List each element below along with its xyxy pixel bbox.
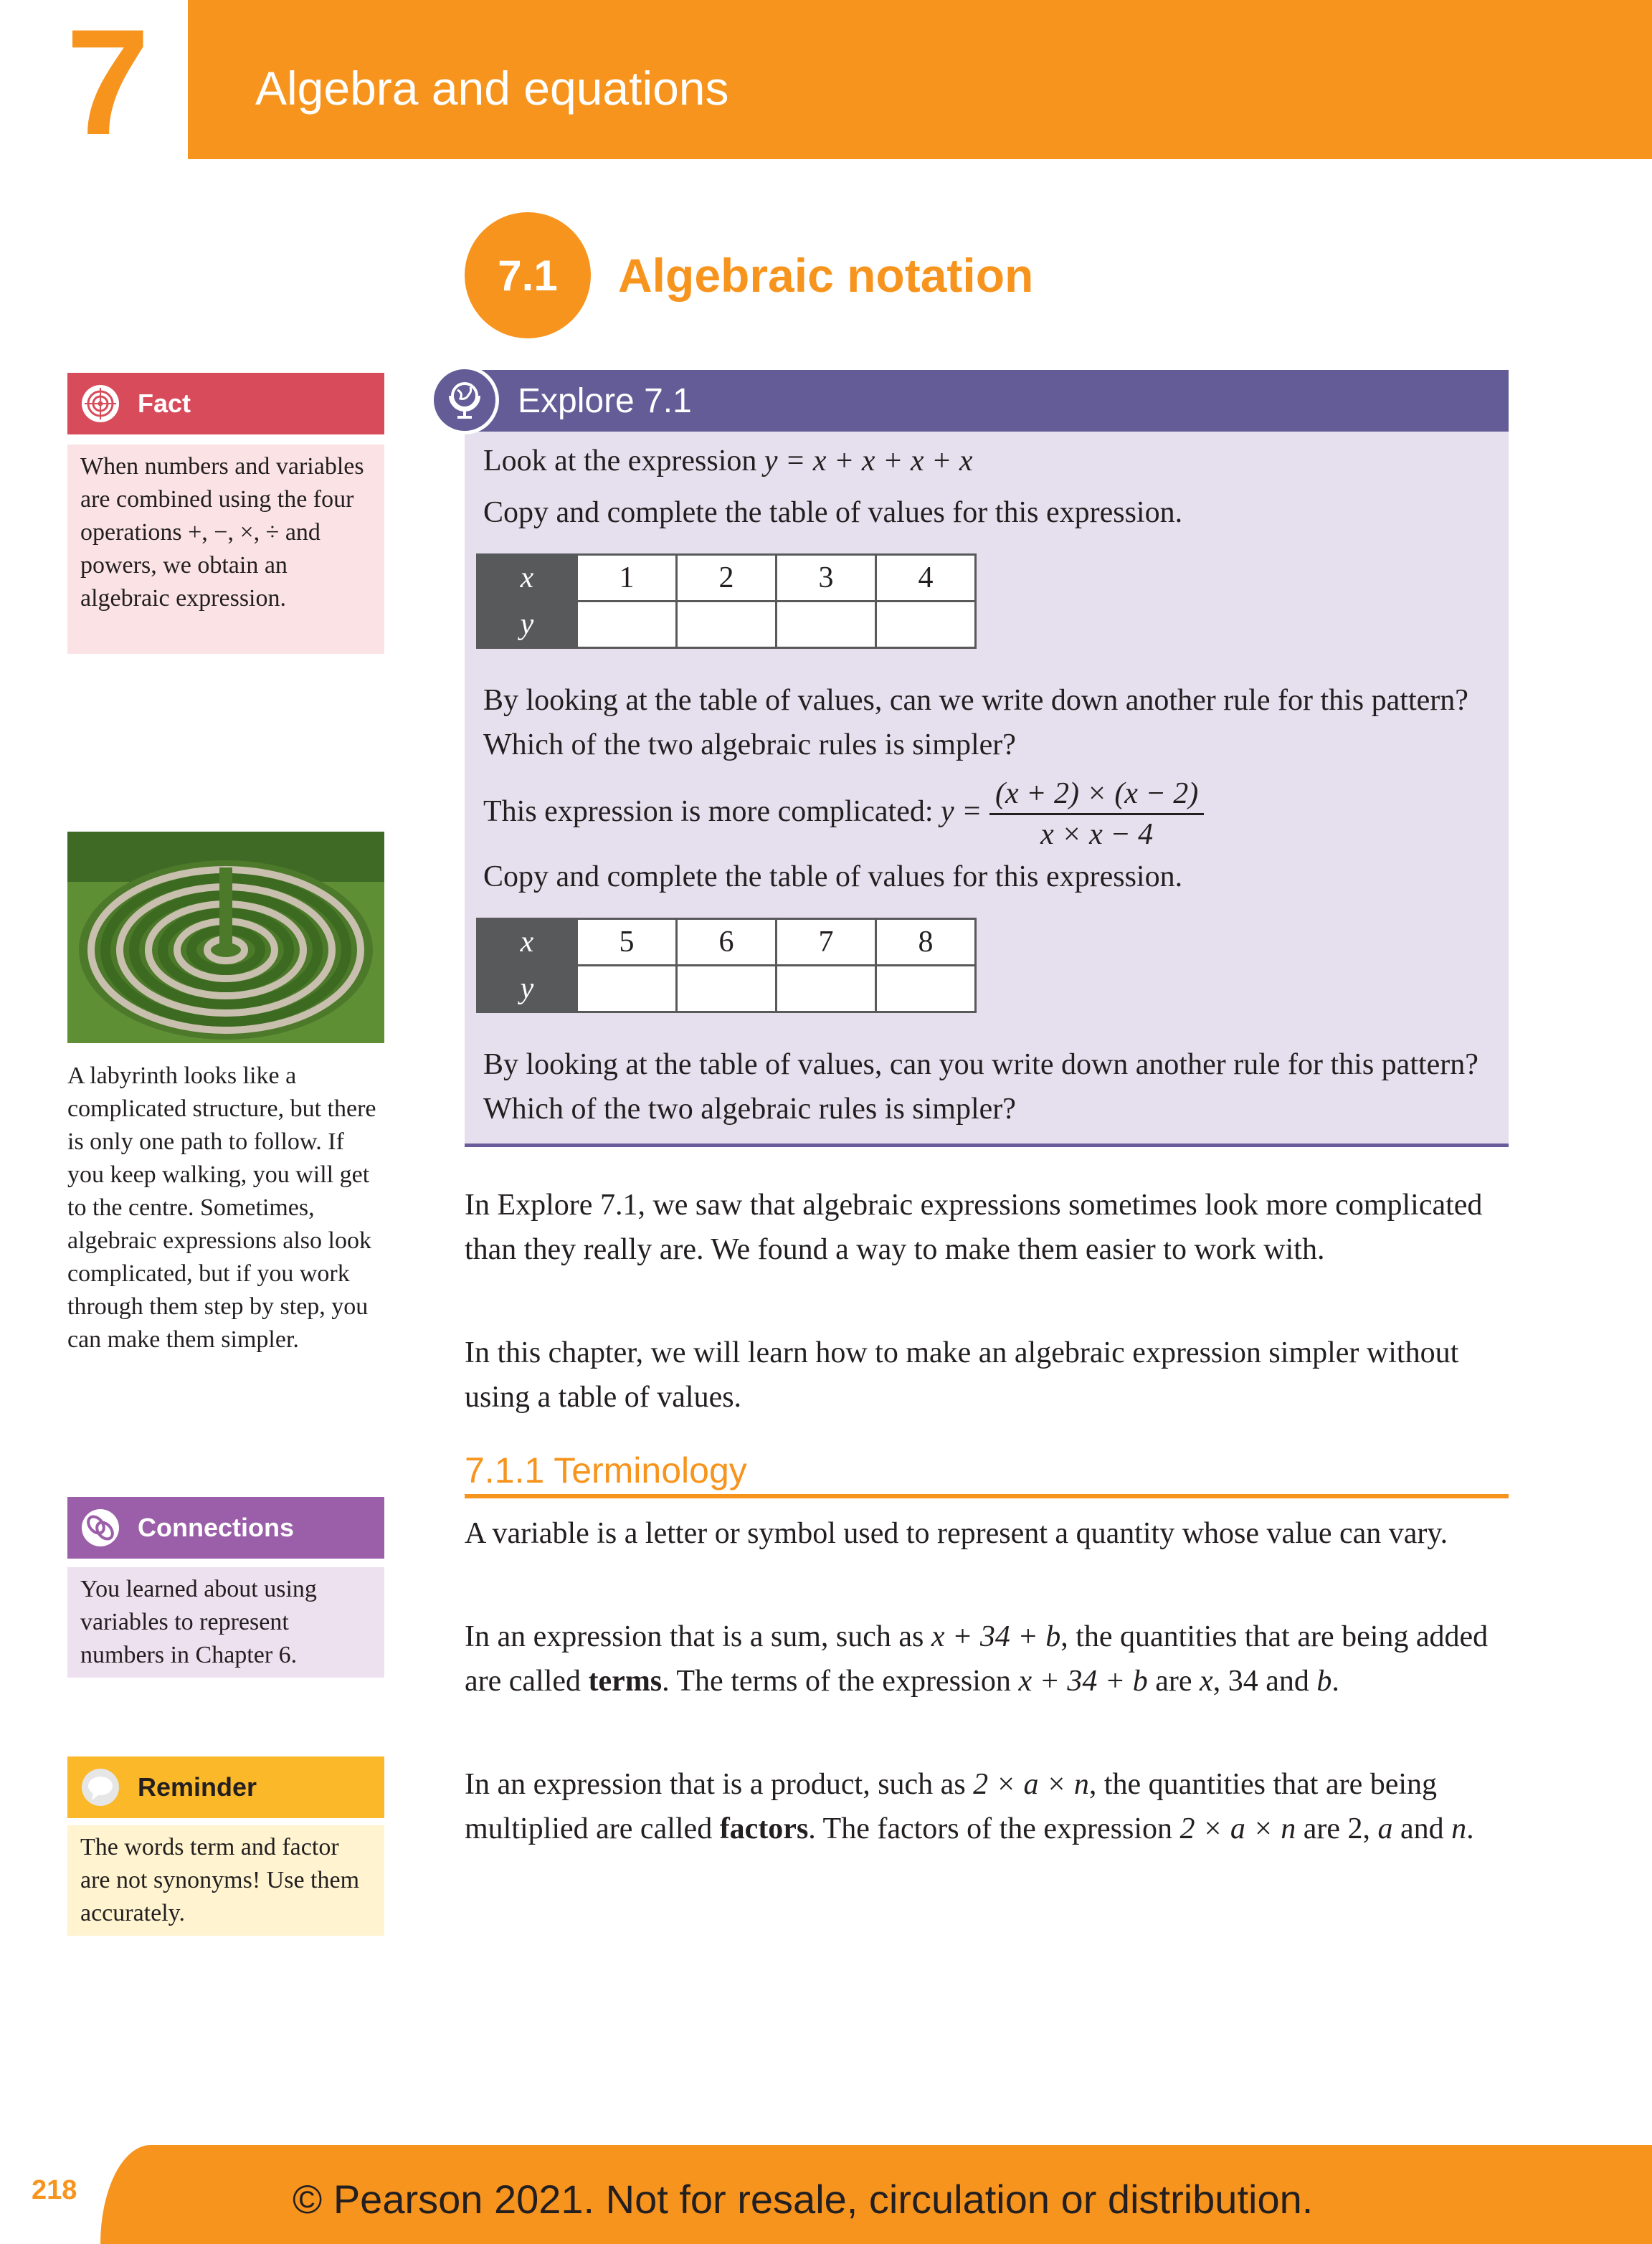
table-header-x: x: [478, 919, 577, 966]
page-number: 218: [32, 2175, 77, 2205]
body-paragraph-1: In Explore 7.1, we saw that algebraic expressions sometimes look more complicated than they really are. We found a way to make them easier to work with.: [465, 1189, 1483, 1266]
text-span: .: [1466, 1812, 1474, 1845]
speech-bubble-icon: [82, 1769, 119, 1806]
table-header-y: y: [478, 966, 577, 1012]
table-cell-y-empty: [876, 602, 976, 648]
term-b: b: [1316, 1665, 1332, 1698]
terminology-heading: 7.1.1 Terminology: [465, 1450, 747, 1491]
terminology-paragraph-2: [465, 1615, 1509, 1703]
connections-label: Connections: [138, 1513, 295, 1542]
fact-box-header: [67, 373, 384, 434]
text-span: , 34 and: [1212, 1665, 1317, 1698]
terminology-paragraph-3: [465, 1762, 1509, 1851]
expression-y-equals-4x: y = x + x + x + x: [764, 444, 973, 477]
section-number-badge: [465, 212, 591, 338]
explore-question-1: By looking at the table of values, can we write down another rule for this pattern? Which of the two algebraic rules is simpler?: [483, 684, 1468, 761]
table-cell-x: 4: [876, 555, 976, 602]
table-cell-x: 7: [777, 919, 876, 966]
heading-underline: [465, 1494, 1509, 1498]
explore-line-1-text: Look at the expression: [483, 444, 764, 477]
globe-icon: [430, 366, 499, 434]
target-icon: [82, 385, 119, 422]
text-span: In an expression that is a product, such as: [465, 1768, 974, 1801]
fraction-numerator: (x + 2) × (x − 2): [989, 774, 1204, 815]
text-span: , the quantities that are being added are called: [465, 1620, 1489, 1698]
text-span: . The terms of the expression: [662, 1665, 1019, 1698]
fraction-expression: [989, 774, 1204, 854]
explore-line-1: [483, 439, 1494, 483]
table-row: [478, 919, 976, 966]
text-span: . The factors of the expression: [808, 1812, 1180, 1845]
text-span: are 2,: [1296, 1812, 1378, 1845]
table-cell-x: 6: [677, 919, 777, 966]
text-span: .: [1331, 1665, 1339, 1698]
table-cell-y-empty: [677, 602, 777, 648]
table-cell-y-empty: [777, 966, 876, 1012]
table-cell-x: 5: [577, 919, 677, 966]
text-span: are: [1147, 1665, 1200, 1698]
fraction-denominator: x × x − 4: [1040, 818, 1154, 851]
table-row: [478, 555, 976, 602]
copyright-notice: © Pearson 2021. Not for resale, circulation or distribution.: [293, 2177, 1314, 2222]
section-number: 7.1: [498, 251, 558, 300]
connections-text: You learned about using variables to represent numbers in Chapter 6.: [67, 1567, 384, 1678]
values-table-1: [476, 553, 977, 649]
labyrinth-caption: A labyrinth looks like a complicated structure, but there is only one path to follow. If you keep walking, you will get to the centre. Sometimes, algebraic expressions also look complicated, but if you work through them step by step, you can make them simpler.: [67, 1062, 376, 1353]
table-cell-y-empty: [777, 602, 876, 648]
reminder-label: Reminder: [138, 1772, 257, 1802]
expression-sum: x + 34 + b: [931, 1620, 1061, 1653]
table-cell-x: 1: [577, 555, 677, 602]
table-cell-y-empty: [577, 966, 677, 1012]
factor-n: n: [1451, 1812, 1467, 1845]
table-cell-y-empty: [677, 966, 777, 1012]
labyrinth-image: [67, 832, 384, 1043]
table-cell-x: 3: [777, 555, 876, 602]
expression-product: 2 × a × n: [973, 1768, 1089, 1801]
table-header-y: y: [478, 602, 577, 648]
chapter-number: 7: [66, 0, 150, 166]
table-cell-x: 8: [876, 919, 976, 966]
link-icon: [82, 1509, 119, 1546]
fact-label: Fact: [138, 389, 191, 418]
explore-question-2: By looking at the table of values, can you write down another rule for this pattern? Which of the two algebraic rules is simpler?: [483, 1048, 1478, 1126]
table-cell-y-empty: [876, 966, 976, 1012]
table-header-x: x: [478, 555, 577, 602]
keyword-factors: factors: [719, 1812, 809, 1845]
explore-title: Explore 7.1: [518, 382, 692, 420]
explore-line-2: Copy and complete the table of values for this expression.: [483, 496, 1183, 529]
complicated-expression-text: This expression is more complicated:: [483, 795, 941, 829]
section-title: Algebraic notation: [618, 249, 1034, 302]
table-cell-y-empty: [577, 602, 677, 648]
expression-lhs: y =: [941, 795, 982, 829]
reminder-box-header: [67, 1756, 384, 1818]
table-row: [478, 966, 976, 1012]
chapter-title: Algebra and equations: [255, 62, 729, 115]
text-span: and: [1392, 1812, 1452, 1845]
expression-sum: x + 34 + b: [1018, 1665, 1148, 1698]
table-cell-x: 2: [677, 555, 777, 602]
keyword-terms: terms: [588, 1665, 663, 1698]
text-span: In an expression that is a sum, such as: [465, 1620, 931, 1653]
connections-box-header: [67, 1497, 384, 1559]
term-x: x: [1200, 1665, 1213, 1698]
values-table-2: [476, 918, 977, 1013]
explore-line-3: Copy and complete the table of values for this expression.: [483, 860, 1183, 893]
reminder-text: The words term and factor are not synonyms! Use them accurately.: [67, 1825, 384, 1936]
text-span: , the quantities that are being multiplied are called: [465, 1768, 1438, 1845]
table-row: [478, 602, 976, 648]
complicated-expression-line: [483, 774, 1494, 854]
expression-product: 2 × a × n: [1179, 1812, 1296, 1845]
terminology-paragraph-1: A variable is a letter or symbol used to represent a quantity whose value can vary.: [465, 1517, 1448, 1550]
body-paragraph-2: In this chapter, we will learn how to make an algebraic expression simpler without using a table of values.: [465, 1336, 1459, 1414]
fact-text: When numbers and variables are combined using the four operations +, −, ×, ÷ and powers, we obtain an algebraic expression.: [67, 444, 384, 654]
factor-a: a: [1377, 1812, 1393, 1845]
